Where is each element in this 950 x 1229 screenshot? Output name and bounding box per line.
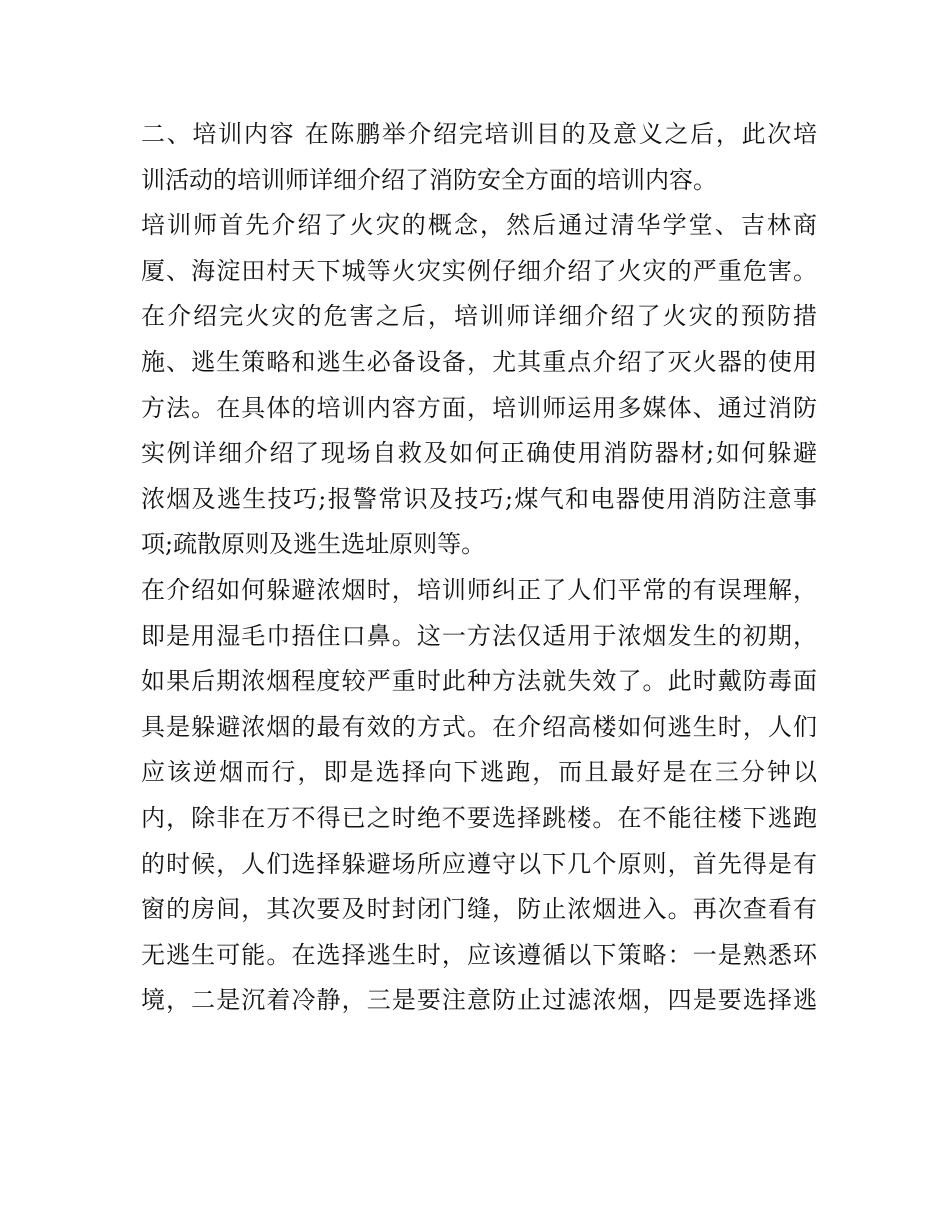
text-line: 项;疏散原则及逃生选址原则等。 <box>141 530 486 559</box>
text-line: 训活动的培训师详细介绍了消防安全方面的培训内容。 <box>141 165 717 194</box>
body-text <box>141 112 817 1024</box>
text-line: 即是用湿毛巾捂住口鼻。这一方法仅适用于浓烟发生的初期， <box>141 621 817 650</box>
text-line: 浓烟及逃生技巧;报警常识及技巧;煤气和电器使用消防注意事 <box>141 484 817 513</box>
text-line: 培训师首先介绍了火灾的概念，然后通过清华学堂、吉林商 <box>141 211 817 240</box>
text-line: 施、逃生策略和逃生必备设备，尤其重点介绍了灭火器的使用 <box>141 347 817 376</box>
text-line: 境，二是沉着冷静，三是要注意防止过滤浓烟，四是要选择逃 <box>141 986 817 1015</box>
text-line: 内，除非在万不得已之时绝不要选择跳楼。在不能往楼下逃跑 <box>141 803 817 832</box>
text-line: 实例详细介绍了现场自救及如何正确使用消防器材;如何躲避 <box>141 439 817 468</box>
text-line: 具是躲避浓烟的最有效的方式。在介绍高楼如何逃生时，人们 <box>141 712 817 741</box>
text-line: 如果后期浓烟程度较严重时此种方法就失效了。此时戴防毒面 <box>141 667 817 696</box>
text-line: 二、培训内容 在陈鹏举介绍完培训目的及意义之后，此次培 <box>141 120 817 148</box>
text-line: 无逃生可能。在选择逃生时，应该遵循以下策略：一是熟悉环 <box>141 940 817 969</box>
text-line: 方法。在具体的培训内容方面，培训师运用多媒体、通过消防 <box>141 393 817 422</box>
text-line: 窗的房间，其次要及时封闭门缝，防止浓烟进入。再次查看有 <box>141 895 817 924</box>
text-line: 在介绍完火灾的危害之后，培训师详细介绍了火灾的预防措 <box>141 302 817 331</box>
text-line: 应该逆烟而行，即是选择向下逃跑，而且最好是在三分钟以 <box>141 758 817 787</box>
text-line: 的时候，人们选择躲避场所应遵守以下几个原则，首先得是有 <box>141 849 817 878</box>
text-line: 在介绍如何躲避浓烟时，培训师纠正了人们平常的有误理解， <box>141 575 817 604</box>
text-line: 厦、海淀田村天下城等火灾实例仔细介绍了火灾的严重危害。 <box>141 256 817 285</box>
